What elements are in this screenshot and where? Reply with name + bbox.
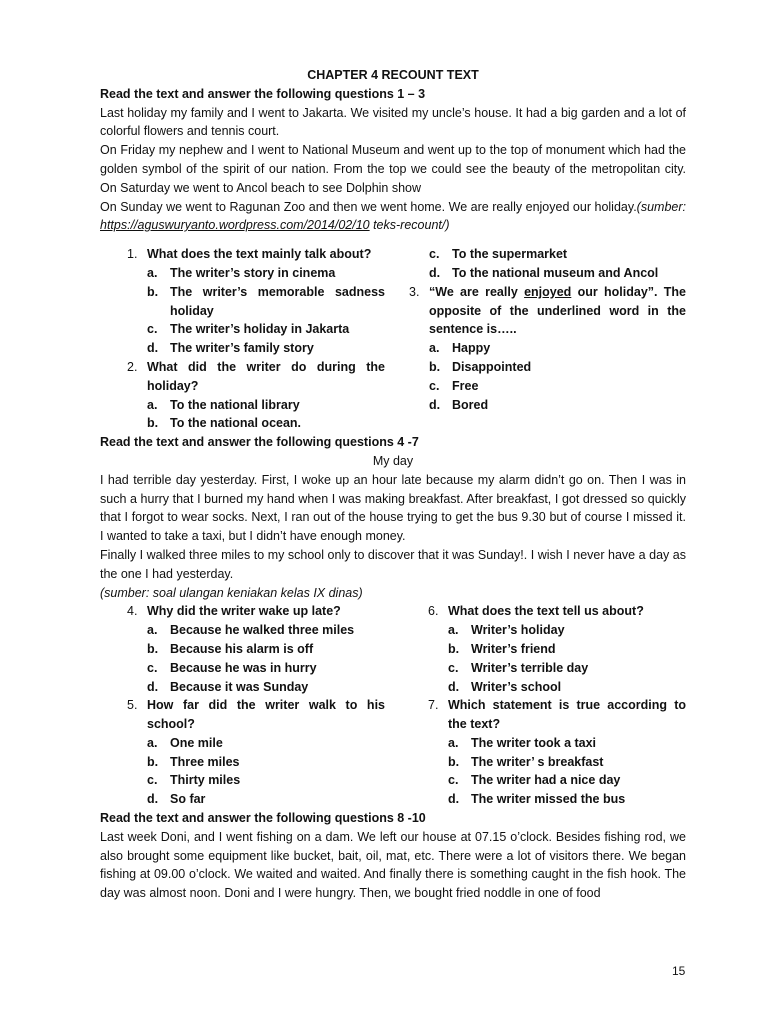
question-number: 5.	[127, 698, 138, 713]
chapter-title: CHAPTER 4 RECOUNT TEXT	[307, 68, 479, 82]
source-suffix: teks-recount/)	[369, 218, 450, 233]
question-3	[401, 283, 686, 339]
question-text: What did the writer do during the holiday?	[147, 359, 385, 393]
question-2	[100, 358, 385, 396]
question-1	[100, 245, 385, 264]
section3-para1: Last week Doni, and I went fishing on a dam. We left our house at 07.15 o’clock. Besides fishing rod, we also brought some equipment like bucket, bait, oil, mat, etc. There were a lot of visitors there. We began fishing at 09.00 o’clock. We waited and waited. And finally there is something caught in the fish hook. The day was almost noon. Doni and I were hungry. Then, we bought fried noddle in one of food	[100, 829, 686, 901]
questions-right-column	[401, 602, 686, 809]
questions-left-column	[100, 245, 385, 433]
question-number: 3.	[409, 284, 420, 299]
option-2a[interactable]: a. To the national library	[147, 397, 300, 412]
option-6b[interactable]: b. Writer’s friend	[448, 641, 556, 656]
option-6c[interactable]: c. Writer’s terrible day	[448, 660, 589, 675]
page-number: 15	[672, 964, 686, 978]
source-prefix: (sumber:	[636, 199, 686, 214]
option-7c[interactable]: c. The writer had a nice day	[448, 773, 621, 788]
option-7a[interactable]: a. The writer took a taxi	[448, 735, 597, 750]
questions-left-column	[100, 602, 385, 809]
question-text: What does the text mainly talk about?	[147, 247, 372, 262]
section2-instruction: Read the text and answer the following questions 4 -7	[100, 435, 419, 450]
option-5d[interactable]: d. So far	[147, 792, 206, 807]
question-6	[401, 602, 686, 621]
questions-right-column	[401, 245, 686, 433]
section3-instruction: Read the text and answer the following questions 8 -10	[100, 811, 426, 826]
question-number: 6.	[428, 604, 439, 619]
question-5	[100, 696, 385, 734]
option-3b[interactable]: b. Disappointed	[429, 359, 532, 374]
option-7b[interactable]: b. The writer’ s breakfast	[448, 754, 604, 769]
question-number: 1.	[127, 247, 138, 262]
question-text: “We are really enjoyed our holiday”. The opposite of the underlined word in the sentence is…..	[429, 284, 686, 337]
question-text: What does the text tell us about?	[448, 604, 644, 619]
underlined-word: enjoyed	[524, 284, 572, 299]
option-2d[interactable]: d. To the national museum and Ancol	[429, 265, 659, 280]
option-6d[interactable]: d. Writer’s school	[448, 679, 562, 694]
option-1a[interactable]: a. The writer’s story in cinema	[147, 265, 336, 280]
option-4b[interactable]: b. Because his alarm is off	[147, 641, 314, 656]
section1-instruction: Read the text and answer the following questions 1 – 3	[100, 86, 426, 101]
source-link[interactable]: https://aguswuryanto.wordpress.com/2014/02/10	[100, 218, 370, 233]
option-3a[interactable]: a. Happy	[429, 341, 491, 356]
section1-para2: On Friday my nephew and I went to National Museum and went up to the top of monument which had the golden symbol of the spirit of our nation. From the top we could see the beauty of the metropolitan city. On Saturday we went to Ancol beach to see Dolphin show	[100, 143, 686, 195]
option-4c[interactable]: c. Because he was in hurry	[147, 660, 317, 675]
option-5c[interactable]: c. Thirty miles	[147, 773, 241, 788]
question-text: Why did the writer wake up late?	[147, 604, 341, 619]
option-4d[interactable]: d. Because it was Sunday	[147, 679, 309, 694]
option-5a[interactable]: a. One mile	[147, 735, 223, 750]
option-5b[interactable]: b. Three miles	[147, 754, 240, 769]
option-1b[interactable]: b. The writer’s memorable sadness holiday	[147, 284, 385, 318]
option-2b[interactable]: b. To the national ocean.	[147, 416, 302, 431]
question-7	[401, 696, 686, 734]
question-number: 4.	[127, 604, 138, 619]
question-text: Which statement is true according to the text?	[448, 698, 686, 732]
section2-para1: I had terrible day yesterday. First, I woke up an hour late because my alarm didn’t go on. Then I was in such a hurry that I burned my hand when I was making breakfast. After breakfast, I got dressed so quickly that I forgot to wear socks. Next, I ran out of the house trying to get the bus 9.30 but of course I missed it. I wanted to take a taxi, but I didn’t have enough money.	[100, 472, 686, 544]
option-4a[interactable]: a. Because he walked three miles	[147, 623, 355, 638]
question-text: How far did the writer walk to his school?	[147, 698, 385, 732]
question-number: 7.	[428, 698, 439, 713]
questions-4-7	[100, 602, 686, 809]
section1-para3-text: On Sunday we went to Ragunan Zoo and then we went home. We are really enjoyed our holiday.	[100, 199, 637, 214]
page-content	[100, 66, 686, 903]
option-1d[interactable]: d. The writer’s family story	[147, 341, 314, 356]
questions-1-3	[100, 245, 686, 433]
section2-heading: My day	[372, 453, 414, 468]
option-3c[interactable]: c. Free	[429, 378, 479, 393]
question-number: 2.	[127, 359, 138, 374]
section2-source: (sumber: soal ulangan keniakan kelas IX dinas)	[100, 585, 363, 600]
section1-para1: Last holiday my family and I went to Jakarta. We visited my uncle’s house. It had a big garden and a lot of colorful flowers and tennis court.	[100, 105, 686, 139]
question-4	[100, 602, 385, 621]
option-2c[interactable]: c. To the supermarket	[429, 247, 568, 262]
option-6a[interactable]: a. Writer’s holiday	[448, 623, 565, 638]
option-3d[interactable]: d. Bored	[429, 397, 489, 412]
section2-para2: Finally I walked three miles to my school only to discover that it was Sunday!. I wish I never have a day as the one I had yesterday.	[100, 547, 686, 581]
option-1c[interactable]: c. The writer’s holiday in Jakarta	[147, 322, 350, 337]
section1-para3	[100, 198, 686, 236]
option-7d[interactable]: d. The writer missed the bus	[448, 792, 626, 807]
